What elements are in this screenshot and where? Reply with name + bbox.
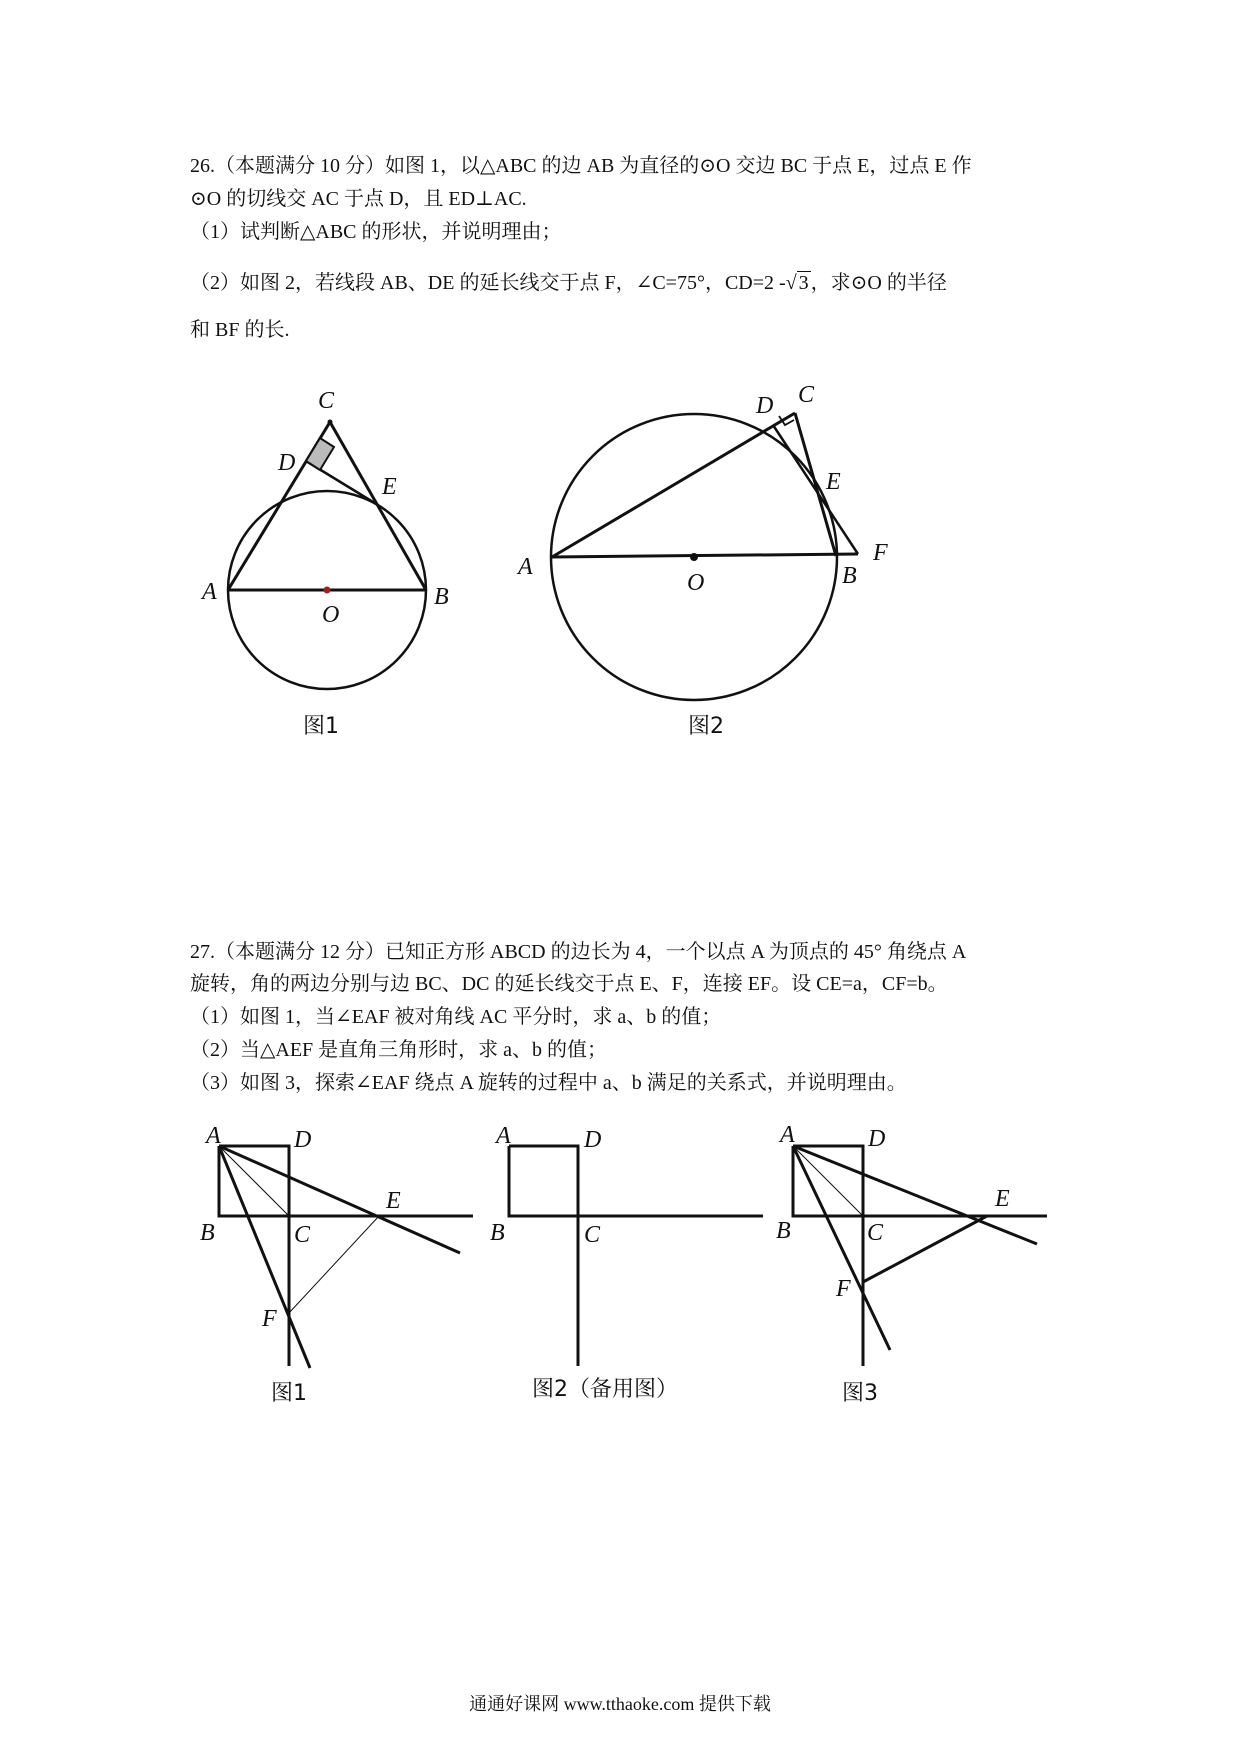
q26-part2-radicand: 3 (798, 272, 809, 294)
q27-fig3-label-b: B (776, 1218, 791, 1244)
q27-figure-1 (219, 1146, 473, 1368)
q26-line-last: 和 BF 的长. (190, 319, 290, 341)
diagonal-ac (793, 1146, 863, 1216)
q27-part3: （3）如图 3，探索∠EAF 绕点 A 旋转的过程中 a、b 满足的关系式，并说明理由。 (190, 1072, 907, 1094)
point-e-dot (814, 485, 819, 490)
q26-part2-text-a: （2）如图 2，若线段 AB、DE 的延长线交于点 F，∠C=75°，CD= (190, 272, 765, 294)
footer-source: 通通好课网 www.tthaoke.com 提供下载 (469, 1694, 771, 1714)
side-bc (330, 422, 426, 590)
line-af (552, 554, 858, 557)
q26-line1: 26.（本题满分 10 分）如图 1，以△ABC 的边 AB 为直径的⊙O 交边 BC 于点 E，过点 E 作 (190, 155, 972, 177)
fig2-label-o: O (687, 570, 705, 596)
q27-fig3-label-c: C (867, 1220, 884, 1246)
q27-part2: （2）当△AEF 是直角三角形时，求 a、b 的值； (190, 1039, 608, 1061)
sqrt-symbol: √ 3 (785, 272, 809, 294)
q27-line1: 27.（本题满分 12 分）已知正方形 ABCD 的边长为 4，一个以点 A 为顶点的 45° 角绕点 A (190, 941, 967, 963)
q27-fig3-label-f: F (836, 1276, 851, 1302)
right-angle-mark (306, 438, 334, 470)
q27-fig2-label-d: D (584, 1127, 602, 1153)
q26-fig1-caption: 图1 (303, 714, 339, 739)
q27-fig2-label-b: B (490, 1220, 505, 1246)
q27-fig2-label-c: C (584, 1222, 601, 1248)
q27-fig3-label-e: E (995, 1186, 1010, 1212)
fig1-label-c: C (318, 388, 335, 414)
fig2-label-d: D (756, 393, 774, 419)
q26-part2-num: 2 - (764, 272, 786, 294)
diagonal-ac (219, 1146, 289, 1216)
q26-figure-1 (228, 420, 426, 690)
q27-fig1-label-c: C (294, 1222, 311, 1248)
q26-part1: （1）试判断△ABC 的形状，并说明理由； (190, 221, 562, 243)
fig1-label-o: O (322, 602, 340, 628)
point-c-dot (328, 420, 333, 425)
q26-part2-text-b: ，求⊙O 的半径 (810, 272, 947, 294)
fig2-label-c: C (798, 382, 815, 408)
fig2-label-f: F (873, 540, 888, 566)
ray-af (793, 1146, 890, 1350)
q27-fig1-caption: 图1 (271, 1381, 307, 1406)
center-o-dot (690, 553, 698, 561)
fig2-label-e: E (826, 469, 841, 495)
q27-fig3-caption: 图3 (842, 1381, 878, 1406)
q27-fig1-label-a: A (206, 1123, 221, 1149)
q27-fig3-label-a: A (780, 1122, 795, 1148)
square-abcd (509, 1146, 578, 1216)
q27-fig1-label-d: D (294, 1127, 312, 1153)
fig1-label-a: A (202, 579, 217, 605)
q27-fig2-label-a: A (496, 1123, 511, 1149)
q27-line2: 旋转，角的两边分别与边 BC、DC 的延长线交于点 E、F，连接 EF。设 CE=a，CF=b。 (190, 973, 948, 995)
q27-fig1-label-e: E (386, 1188, 401, 1214)
fig1-label-b: B (434, 584, 449, 610)
q27-fig2-caption: 图2（备用图） (532, 1377, 678, 1402)
q27-fig1-label-b: B (200, 1220, 215, 1246)
q27-fig1-label-f: F (262, 1306, 277, 1332)
q26-fig2-caption: 图2 (688, 714, 724, 739)
q26-figure-2 (551, 413, 858, 700)
fig2-label-b: B (842, 563, 857, 589)
center-o-dot (324, 587, 331, 594)
q27-figure-2 (509, 1146, 763, 1366)
q27-figure-3 (793, 1146, 1047, 1366)
line-ac (552, 413, 795, 557)
fig1-label-d: D (278, 450, 296, 476)
q26-line2: ⊙O 的切线交 AC 于点 D，且 ED⊥AC. (190, 188, 527, 210)
q27-fig3-label-d: D (868, 1126, 886, 1152)
q27-part1: （1）如图 1，当∠EAF 被对角线 AC 平分时，求 a、b 的值； (190, 1006, 722, 1028)
fig2-label-a: A (518, 554, 533, 580)
fig1-label-e: E (382, 474, 397, 500)
line-df (773, 425, 858, 554)
